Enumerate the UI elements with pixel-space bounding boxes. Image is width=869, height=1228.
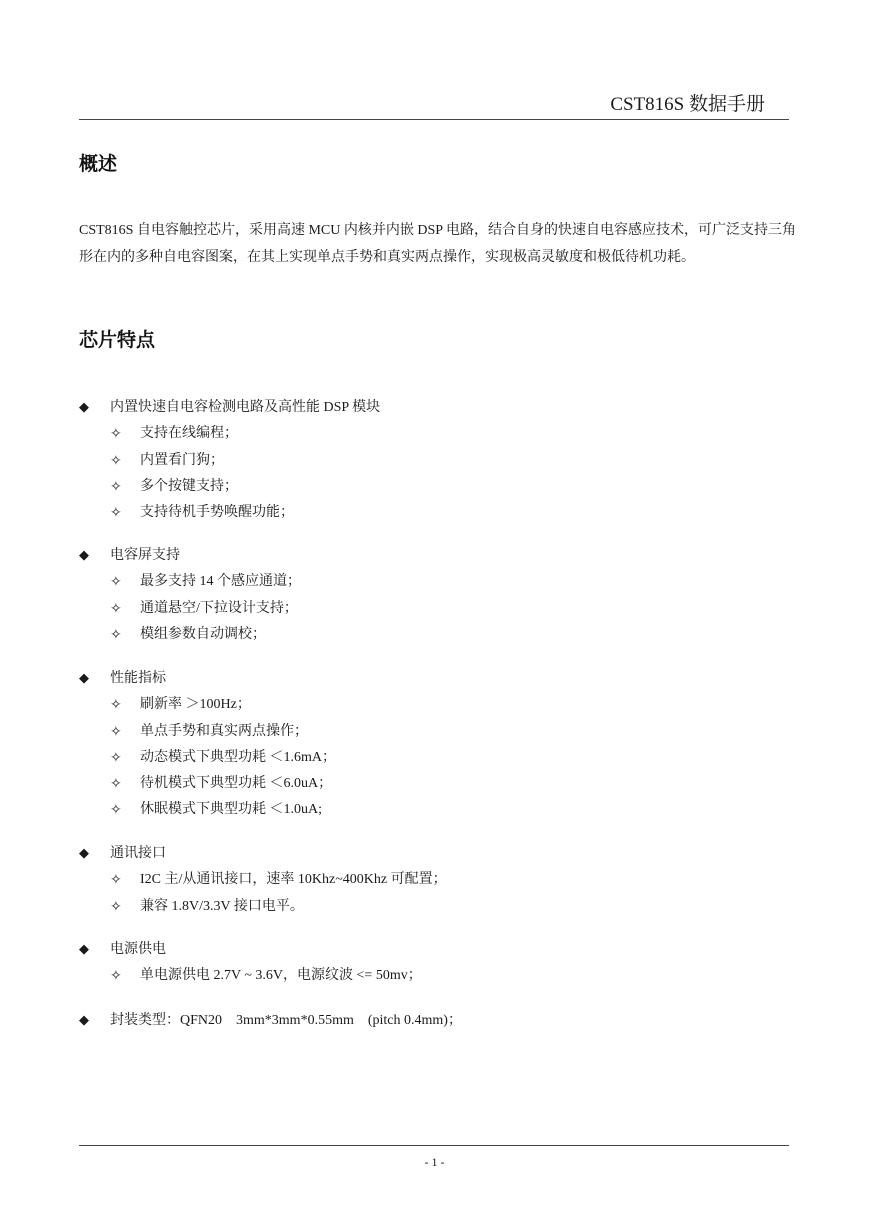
feature-title: 性能指标 [110,671,166,686]
star-bullet-icon: ✧ [110,802,122,818]
star-bullet-icon: ✧ [110,724,122,740]
feature-sub-text: 支持待机手势唤醒功能； [140,505,294,520]
page-number: - 1 - [424,1155,445,1169]
feature-sub-text: 单点手势和真实两点操作； [140,724,308,739]
feature-title: 内置快速自电容检测电路及高性能 DSP 模块 [110,400,381,415]
feature-sub-text: 多个按键支持； [140,479,238,494]
feature-title: 通讯接口 [110,846,166,861]
diamond-bullet-icon: ◆ [79,400,89,415]
feature-sub-text: 最多支持 14 个感应通道； [140,574,301,589]
header-divider [79,119,789,120]
diamond-bullet-icon: ◆ [79,548,89,563]
feature-sub-text: 支持在线编程； [140,426,238,441]
feature-title: 电容屏支持 [110,548,180,563]
diamond-bullet-icon: ◆ [79,942,89,957]
star-bullet-icon: ✧ [110,627,122,643]
star-bullet-icon: ✧ [110,776,122,792]
star-bullet-icon: ✧ [110,426,122,442]
feature-sub-text: I2C 主/从通讯接口，速率 10Khz~400Khz 可配置； [140,872,447,887]
diamond-bullet-icon: ◆ [79,671,89,686]
feature-sub-text: 待机模式下典型功耗 ＜6.0uA； [140,776,333,791]
document-title: CST816S 数据手册 [610,94,765,115]
star-bullet-icon: ✧ [110,750,122,766]
star-bullet-icon: ✧ [110,872,122,888]
star-bullet-icon: ✧ [110,899,122,915]
features-heading: 芯片特点 [79,329,156,351]
star-bullet-icon: ✧ [110,601,122,617]
diamond-bullet-icon: ◆ [79,846,89,861]
feature-sub-text: 刷新率 ＞100Hz； [140,697,251,712]
feature-sub-text: 休眠模式下典型功耗 ＜1.0uA; [140,802,322,817]
star-bullet-icon: ✧ [110,479,122,495]
feature-sub-text: 通道悬空/下拉设计支持； [140,601,298,616]
feature-title: 电源供电 [110,942,166,957]
overview-paragraph: CST816S 自电容触控芯片，采用高速 MCU 内核并内嵌 DSP 电路，结合自身的快速自电容感应技术，可广泛支持三角形在内的多种自电容图案，在其上实现单点手势和真实两点操作，实现极高灵敏度和极低待机功耗。 [79,223,797,265]
star-bullet-icon: ✧ [110,574,122,590]
diamond-bullet-icon: ◆ [79,1013,89,1028]
feature-title: 封装类型：QFN20 3mm*3mm*0.55mm (pitch 0.4mm)； [110,1013,462,1028]
feature-sub-text: 内置看门狗； [140,453,224,468]
feature-sub-text: 单电源供电 2.7V ~ 3.6V，电源纹波 <= 50mv； [140,968,422,983]
feature-sub-text: 兼容 1.8V/3.3V 接口电平。 [140,899,304,914]
footer-divider [79,1145,789,1146]
star-bullet-icon: ✧ [110,697,122,713]
star-bullet-icon: ✧ [110,968,122,984]
feature-sub-text: 动态模式下典型功耗 ＜1.6mA； [140,750,336,765]
overview-heading: 概述 [79,153,118,175]
star-bullet-icon: ✧ [110,453,122,469]
star-bullet-icon: ✧ [110,505,122,521]
feature-sub-text: 模组参数自动调校； [140,627,266,642]
